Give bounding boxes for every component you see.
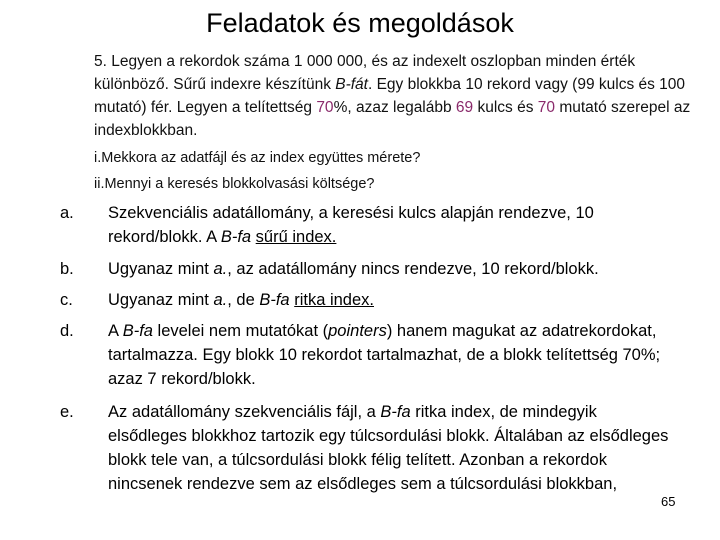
list-marker: e. [60, 403, 74, 421]
list-marker: a. [60, 204, 74, 222]
b-fa-term: B-fa [122, 322, 153, 340]
reference-term: a. [213, 291, 228, 309]
reference-term: a. [213, 260, 228, 278]
intro-b-fat-term: B-fát [335, 76, 368, 93]
text-run: Az adatállomány szekvenciális fájl, a [108, 403, 381, 421]
pointers-term: pointers [328, 322, 387, 340]
intro-text: 5. Legyen a rekordok száma 1 000 000, és az indexelt oszlopban minden érték különböző. Sűrű indexre készítünk [94, 53, 636, 93]
text-run: , az adatállomány nincs rendezve, 10 rekord/blokk. [227, 260, 599, 278]
intro-text: mutató szerepel az indexblokkban. [94, 99, 691, 139]
b-fa-term: B-fa [220, 228, 252, 246]
page-title: Feladatok és megoldások [206, 8, 514, 38]
intro-text: kulcs és [473, 99, 538, 116]
intro-min-pointers: 70 [537, 99, 556, 116]
list-item-text [108, 288, 678, 312]
text-run: ritka index, de mindegyik elsődleges blokkhoz tartozik egy túlcsordulási blokk. Általában az elsődleges blokk tele van, a túlcsordulási blokk félig telített. Azonban a rekordok nincsenek rendezve sem az elsődleges sem a túlcsordulási blokkban, [108, 403, 669, 493]
slide-number: 65 [661, 494, 676, 509]
question-2: ii.Mennyi a keresés blokkolvasási költsége? [94, 176, 375, 192]
problem-statement [94, 50, 694, 142]
intro-text: . Egy blokkba 10 rekord vagy (99 kulcs és 100 mutató) fér. Legyen a telítettség [94, 76, 686, 116]
underlined-term: sűrű index. [255, 228, 337, 246]
text-run: A [108, 322, 123, 340]
intro-fill-percent: 70 [316, 99, 334, 116]
b-fa-term: B-fa [259, 291, 290, 309]
text-run: levelei nem mutatókat ( [152, 322, 329, 340]
underlined-term: ritka index. [294, 291, 374, 309]
list-item-text [108, 319, 678, 391]
intro-min-keys: 69 [455, 99, 474, 116]
text-run: Ugyanaz mint [108, 291, 214, 309]
question-1: i.Mekkora az adatfájl és az index együttes mérete? [94, 150, 421, 166]
list-marker: b. [60, 260, 74, 278]
text-run: ) hanem magukat az adatrekordokat, tartalmazza. Egy blokk 10 rekordot tartalmazhat, de a blokk telítettség 70%; azaz 7 rekord/blokk. [108, 322, 661, 388]
b-fa-term: B-fa [380, 403, 411, 421]
text-run: Szekvenciális adatállomány, a keresési kulcs alapján rendezve, 10 rekord/blokk. A [108, 204, 594, 246]
list-item-text [108, 201, 678, 249]
list-item-text [108, 257, 678, 281]
list-marker: d. [60, 322, 74, 340]
intro-text: %, azaz legalább [333, 99, 456, 116]
list-marker: c. [60, 291, 73, 309]
text-run: , de [227, 291, 260, 309]
text-run: Ugyanaz mint [108, 260, 214, 278]
list-item-text [108, 400, 678, 496]
